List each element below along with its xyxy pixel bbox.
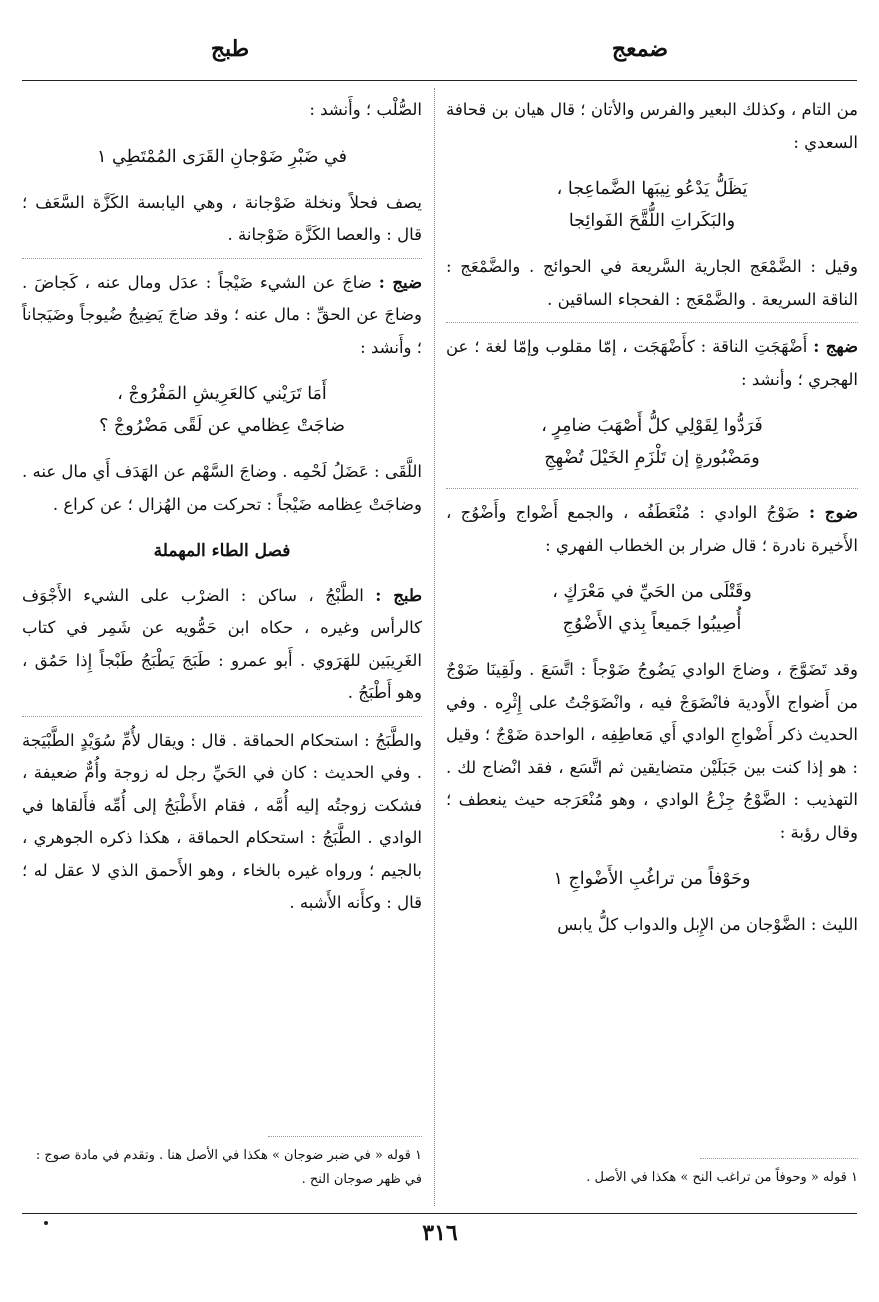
verse bbox=[446, 863, 858, 895]
entry-text: الصُّلْب ؛ وأَنشد : bbox=[309, 100, 422, 119]
verse-line: ضاجَتْ عِظامي عن لَقًى مَضْرُوجْ ؟ bbox=[99, 416, 345, 436]
verse-line: فَرَدُّوا لِقَوْلِي كلُّ أَصْهَبَ ضامِرٍ ، bbox=[541, 416, 763, 436]
footnote-rule bbox=[700, 1158, 858, 1159]
entry-dwj bbox=[446, 497, 858, 562]
entry-text: ضاجَ عن الشيء ضَيْجاً : عدَل ومال عنه ، كَجاضَ . وضاجَ عن الحقِّ : مال عنه ؛ وقد ضاجَ يَضِيجُ ضُيوجاً وضَيَجاناً ؛ وأَنشد : bbox=[22, 272, 422, 357]
entry-headword: طبج : bbox=[375, 585, 422, 605]
entry-dhj bbox=[446, 331, 858, 396]
entry-separator bbox=[446, 322, 858, 323]
entry-text: أَضْهَجَتِ الناقة : كأَضْهَجَت ، إمّا مقلوب وإمّا لغة ؛ عن الهجري ؛ وأنشد : bbox=[446, 337, 858, 389]
footnote-left: ١ قوله « في ضبر ضوجان » هكذا في الأصل هنا . وتقدم في مادة صوج : في ظهر صوجان النح . bbox=[35, 1148, 422, 1187]
footnote-right: ١ قوله « وحوفاً من تراغب النح » هكذا في الأصل . bbox=[586, 1170, 858, 1185]
entry-text: الطَّبْجُ ، ساكن : الضرْب على الشيء الأَجْوَف كالرأس وغيره ، حكاه ابن حَمُّويه عن شَمِر في كتاب الغَرِيبَين للهَرَوي . أَبو عمرو : طَبَجَ يَطْبَجُ طَبْجاً إِذا حَمُق ، وهو أَطْبَجُ . bbox=[22, 585, 422, 702]
entry-text: وقد تَضَوَّجَ ، وضاجَ الوادي يَضُوجُ ضَوْجاً : اتَّسَعَ . ولَقِينَا ضَوْجٌ من أَضواج الأَودية فانْضَوَجْ فيه ، وانْضَوَجْتُ على إِثْرِه . وفي الحديث ذكر أَضْواجِ الوادي أَي مَعاطِفِه ، الواحدة ضَوْجٌ ؛ وقيل : هو إذا كنت بين جَبَلَيْن متضايقين ثم اتَّسَع ، فقد انْضاج لك . التهذيب : الضَّوْجُ جِزْعُ الوادي ، وهو مُنْعَرَجه حيث ينعطف ؛ وقال رؤبة : bbox=[446, 660, 858, 842]
entry-text: من التام ، وكذلك البعير والفرس والأتان ؛ قال هيان بن قحافة السعدي : bbox=[446, 100, 858, 152]
entry-text: يصف فحلاً ونخلة ضَوْجانة ، وهي اليابسة الكَزَّة السَّعَف ؛ قال : والعصا الكَزَّة ضَوْجانة . bbox=[22, 192, 422, 244]
section-title: فصل الطاء المهملة bbox=[153, 541, 291, 561]
verse-line: أُصِيبُوا جَميعاً بِذي الأَضْوُجِ bbox=[562, 614, 742, 634]
left-column bbox=[22, 94, 422, 924]
right-column bbox=[446, 94, 858, 946]
footer-rule bbox=[22, 1213, 857, 1214]
entry-text: ضَوْجُ الوادي : مُنْعَطَفُه ، والجمع أَضْواج وأَضْوُج ، الأَخيرة نادرة ؛ قال ضرار بن الخطاب الفهري : bbox=[446, 503, 858, 555]
verse bbox=[22, 141, 422, 173]
entry-text: وقيل : الضَّمْعَج الجارية السَّريعة في الحوائج . والضَّمْعَج : الناقة السريعة . والضَّمْعَج : الفحجاء الساقين . bbox=[446, 257, 858, 309]
running-head-left: طبج bbox=[210, 36, 250, 62]
entry-headword: ضيج : bbox=[378, 272, 422, 292]
verse-line: والبَكَراتِ اللُّقَّحَ الفَوائِجا bbox=[568, 211, 736, 231]
verse-line: ومَضْبُورةٍ إن تَلْزَمِ الخَيْلَ تُضْهِجِ bbox=[544, 448, 760, 468]
verse-line: في ضَبْرِ ضَوْجانِ القَرَى المُمْتَطِي ١ bbox=[97, 146, 347, 167]
verse-line: أَمَا تَرَيْني كالعَرِيشِ المَفْرُوجْ ، bbox=[117, 384, 327, 404]
entry-dyj bbox=[22, 267, 422, 365]
verse bbox=[446, 410, 858, 474]
entry-separator bbox=[446, 488, 858, 489]
entry-separator bbox=[22, 716, 422, 717]
entry-text: والطَّبَجُ : استحكام الحماقة . قال : ويقال لأُمِّ سُوَيْدٍ الطَّبْيَجة . وفي الحديث : كان في الحَيِّ رجل له زوجة وأُمٌّ ضعيفة ، فشكت زوجتُه إليه أُمَّه ، فقام الأَطْبَجُ إلى أُمِّه فأَلقاها في الوادي . الطَّبَجُ : استحكام الحماقة ، هكذا ذكره الجوهري ، بالجيم ؛ ورواه غيره بالخاء ، وهو الأَحمق الذي لا عقل له ؛ قال : وكأَنه الأَشبه . bbox=[22, 730, 422, 912]
entry-text: الليث : الضَّوْجان من الإِبل والدواب كلُّ يابس bbox=[557, 915, 858, 934]
entry-headword: ضوج : bbox=[808, 503, 858, 522]
running-head-right: ضمعج bbox=[611, 36, 669, 62]
header-rule bbox=[22, 80, 857, 81]
column-divider bbox=[434, 88, 435, 1206]
printer-mark bbox=[44, 1221, 48, 1225]
verse-line: يَظَلُّ يَدْعُو نِيبَها الضَّماعِجا ، bbox=[556, 179, 748, 199]
verse bbox=[446, 173, 858, 237]
verse bbox=[446, 576, 858, 640]
footnote-rule bbox=[268, 1136, 422, 1137]
verse-line: وقَتْلَى من الحَيِّ في مَعْرَكٍ ، bbox=[552, 582, 752, 602]
page-number: ٣١٦ bbox=[422, 1220, 458, 1246]
verse bbox=[22, 378, 422, 442]
entry-separator bbox=[22, 258, 422, 259]
entry-tbj bbox=[22, 580, 422, 710]
verse-line: وحَوْفاً من تراغُبِ الأَضْواجِ ١ bbox=[553, 869, 751, 889]
entry-headword: ضهج : bbox=[813, 337, 858, 356]
entry-text: اللَّقَى : عَضَلُ لَحْمِه . وضاجَ السَّهْم عن الهَدَف أَي مال عنه . وضاجَتْ عِظامه ضَيْجاً : تحركت من الهُزال ؛ عن كراع . bbox=[22, 462, 422, 514]
